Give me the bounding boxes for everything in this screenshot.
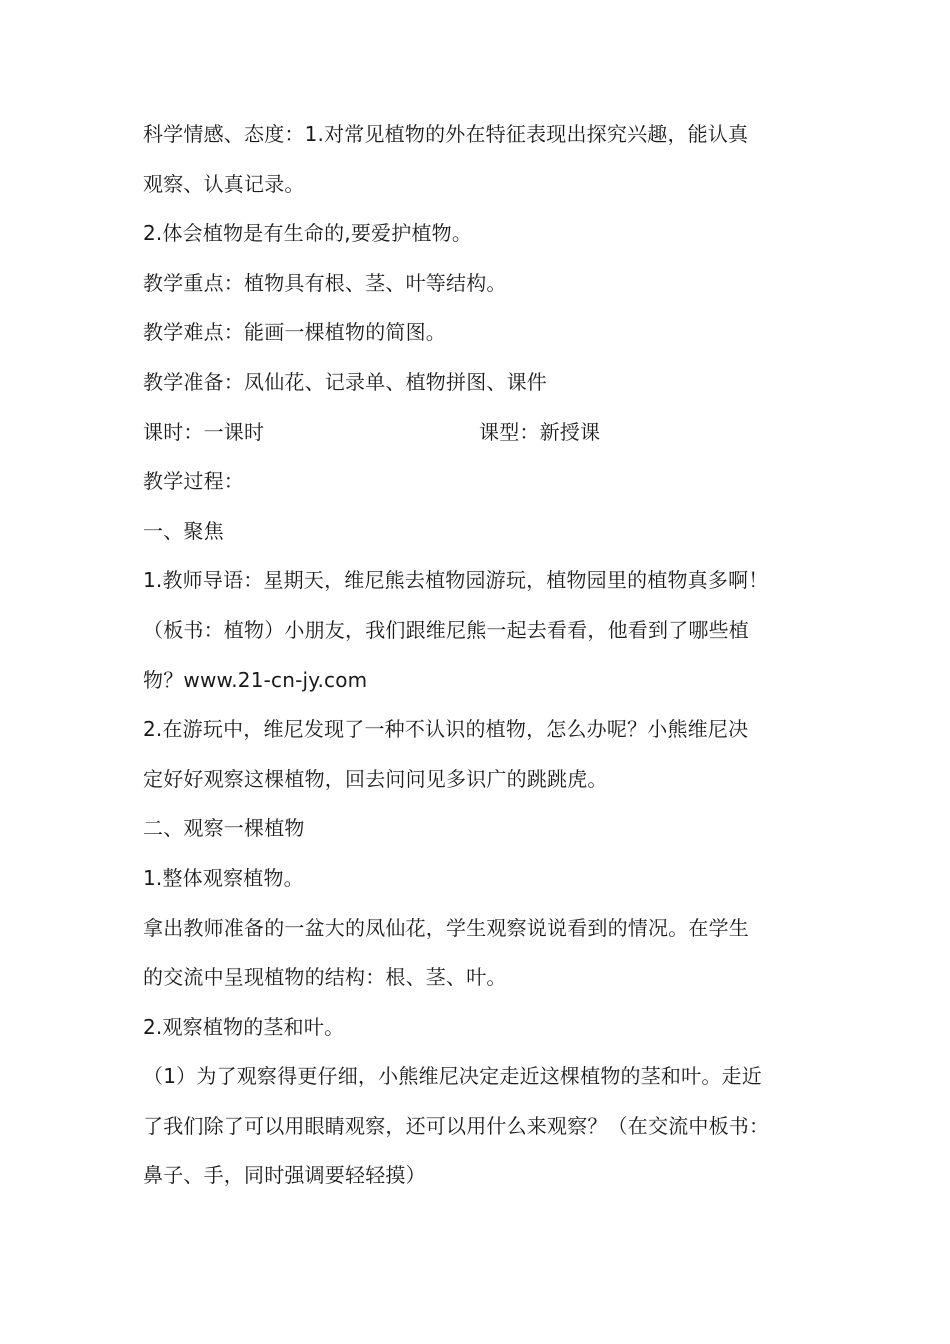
text-line: 教学难点：能画一棵植物的简图。 — [143, 320, 446, 345]
text-line: 2.在游玩中，维尼发现了一种不认识的植物，怎么办呢？小熊维尼决 — [143, 717, 749, 742]
document-page — [143, 110, 815, 1201]
period-type-row — [143, 408, 815, 458]
text-line: 定好好观察这棵植物，回去问问见多识广的跳跳虎。 — [143, 766, 608, 791]
text-line: 2.体会植物是有生命的,要爱护植物。 — [143, 221, 473, 246]
text-line: 物？www.21-cn-jy.com — [143, 667, 368, 692]
text-line: 观察、认真记录。 — [143, 171, 305, 196]
text-line: 的交流中呈现植物的结构：根、茎、叶。 — [143, 965, 507, 990]
text-line: 科学情感、态度：1.对常见植物的外在特征表现出探究兴趣，能认真 — [143, 122, 749, 146]
lesson-type: 课型：新授课 — [479, 419, 601, 444]
text-line: 教学准备：凤仙花、记录单、植物拼图、课件 — [143, 369, 547, 394]
text-line: 鼻子、手，同时强调要轻轻摸） — [143, 1163, 426, 1188]
lesson-period: 课时：一课时 — [143, 419, 265, 444]
text-line: 2.观察植物的茎和叶。 — [143, 1014, 345, 1039]
text-line: 了我们除了可以用眼睛观察，还可以用什么来观察？（在交流中板书： — [143, 1113, 770, 1138]
section-heading: 二、观察一棵植物 — [143, 816, 305, 841]
text-line: 教学重点：植物具有根、茎、叶等结构。 — [143, 270, 507, 295]
text-line: 拿出教师准备的一盆大的凤仙花，学生观察说说看到的情况。在学生 — [143, 915, 749, 940]
text-line: （1）为了观察得更仔细，小熊维尼决定走近这棵植物的茎和叶。走近 — [143, 1064, 762, 1089]
section-label: 教学过程： — [143, 469, 244, 494]
text-line: 1.教师导语：星期天，维尼熊去植物园游玩，植物园里的植物真多啊！ — [143, 568, 769, 593]
text-line: 1.整体观察植物。 — [143, 865, 304, 890]
text-line: （板书：植物）小朋友，我们跟维尼熊一起去看看，他看到了哪些植 — [143, 617, 749, 642]
section-heading: 一、聚焦 — [143, 518, 224, 543]
